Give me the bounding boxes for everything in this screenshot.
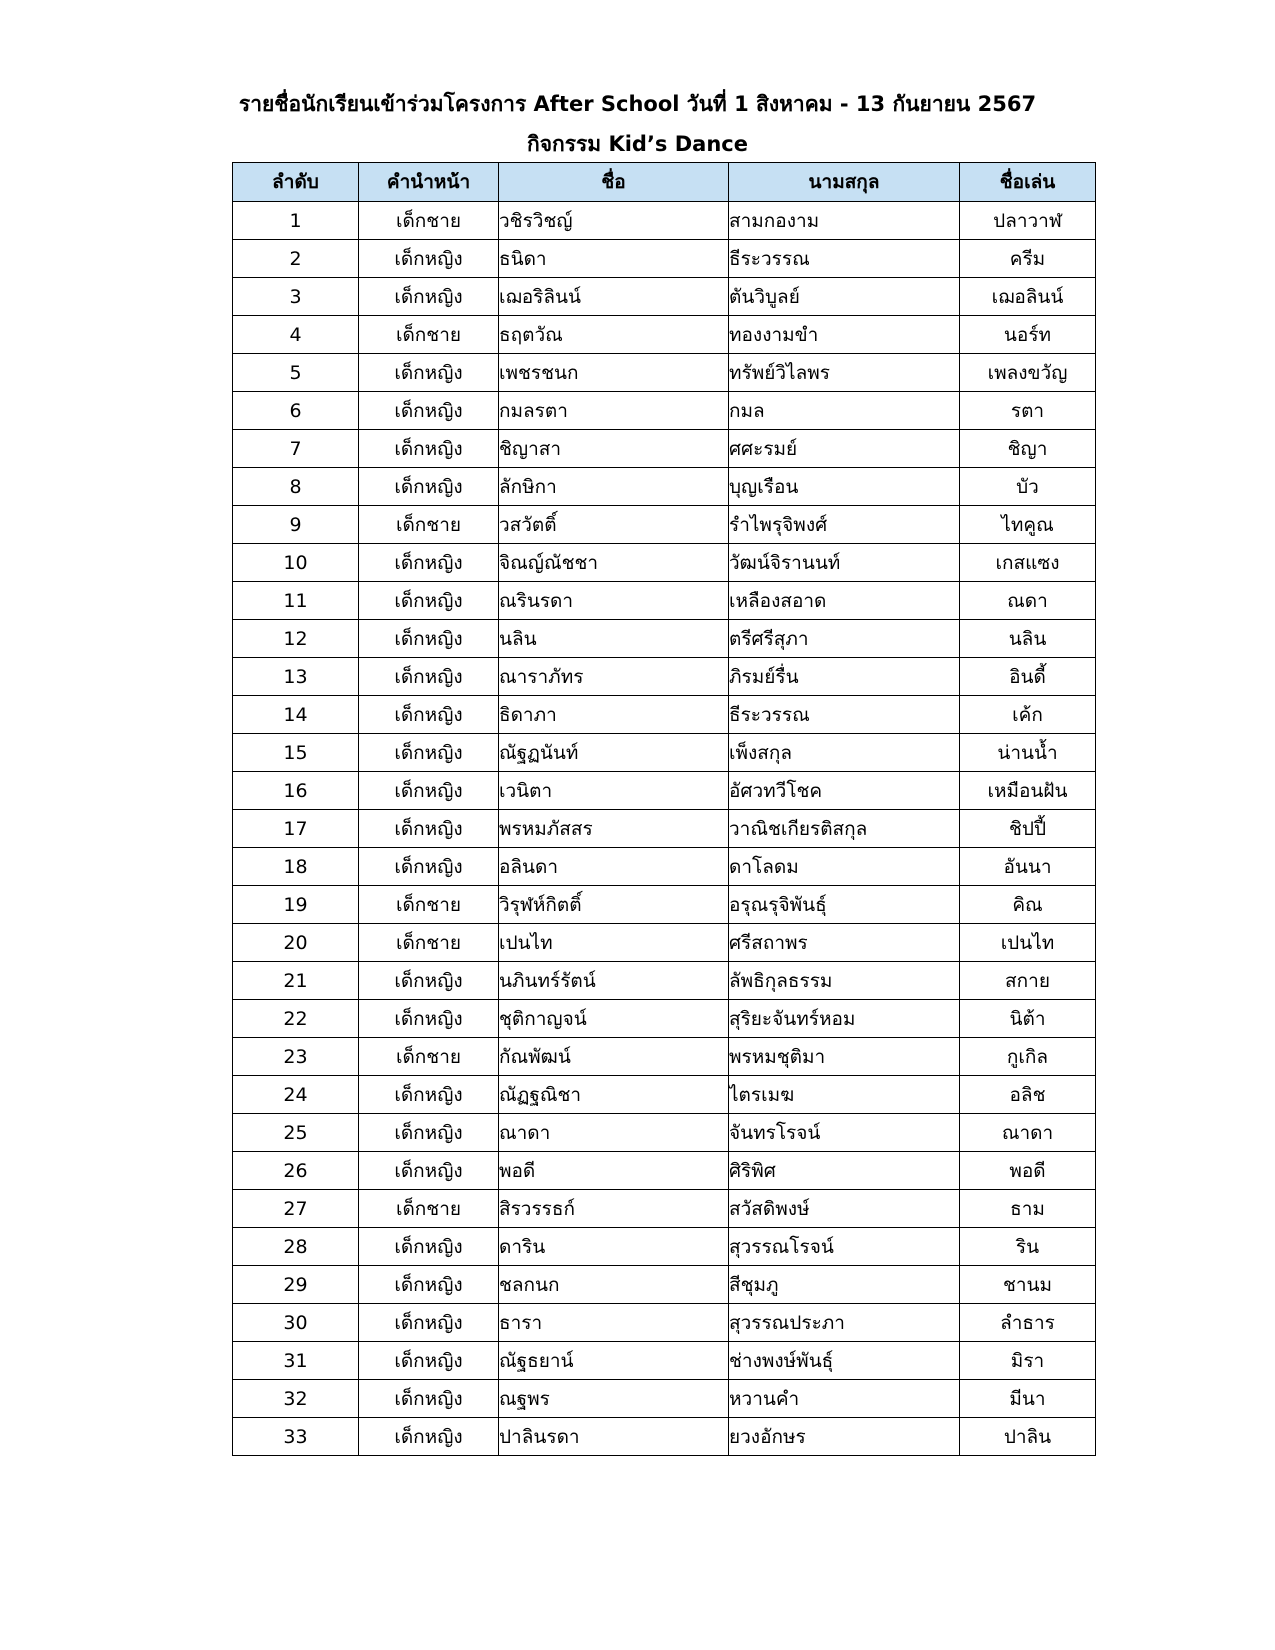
table-row: [233, 354, 1096, 392]
cell-first-name: กัณพัฒน์: [499, 1038, 729, 1076]
cell-first-name: นภินทร์รัตน์: [499, 962, 729, 1000]
cell-nickname: กูเกิล: [960, 1038, 1096, 1076]
table-row: [233, 658, 1096, 696]
header-first-name: ชื่อ: [499, 163, 729, 202]
cell-order: 28: [233, 1228, 359, 1266]
cell-prefix: เด็กชาย: [359, 1038, 499, 1076]
table-header: [233, 163, 1096, 202]
cell-nickname: อลิช: [960, 1076, 1096, 1114]
cell-nickname: สกาย: [960, 962, 1096, 1000]
cell-first-name: ณาราภัทร: [499, 658, 729, 696]
cell-nickname: นลิน: [960, 620, 1096, 658]
cell-last-name: ลัพธิกุลธรรม: [729, 962, 960, 1000]
cell-nickname: ปลาวาฬ: [960, 202, 1096, 240]
cell-last-name: บุญเรือน: [729, 468, 960, 506]
cell-last-name: สวัสดิพงษ์: [729, 1190, 960, 1228]
cell-order: 15: [233, 734, 359, 772]
cell-first-name: ณรินรดา: [499, 582, 729, 620]
cell-order: 5: [233, 354, 359, 392]
table-row: [233, 1000, 1096, 1038]
cell-nickname: ริน: [960, 1228, 1096, 1266]
cell-prefix: เด็กหญิง: [359, 1266, 499, 1304]
cell-last-name: ทรัพย์วิไลพร: [729, 354, 960, 392]
table-row: [233, 544, 1096, 582]
cell-prefix: เด็กหญิง: [359, 1114, 499, 1152]
cell-prefix: เด็กหญิง: [359, 772, 499, 810]
table-body: [233, 202, 1096, 1456]
cell-order: 20: [233, 924, 359, 962]
cell-order: 16: [233, 772, 359, 810]
cell-nickname: ธาม: [960, 1190, 1096, 1228]
cell-prefix: เด็กหญิง: [359, 962, 499, 1000]
cell-last-name: ช่างพงษ์พันธุ์: [729, 1342, 960, 1380]
cell-order: 33: [233, 1418, 359, 1456]
activity-subtitle: กิจกรรม Kid’s Dance: [527, 132, 748, 156]
cell-nickname: ชานม: [960, 1266, 1096, 1304]
cell-last-name: ภิรมย์รื่น: [729, 658, 960, 696]
cell-last-name: สีชุมภู: [729, 1266, 960, 1304]
cell-nickname: ครีม: [960, 240, 1096, 278]
cell-last-name: ดาโลดม: [729, 848, 960, 886]
cell-order: 19: [233, 886, 359, 924]
table-row: [233, 430, 1096, 468]
table-row: [233, 1380, 1096, 1418]
cell-first-name: กมลรตา: [499, 392, 729, 430]
cell-prefix: เด็กหญิง: [359, 240, 499, 278]
cell-prefix: เด็กหญิง: [359, 468, 499, 506]
cell-last-name: เพ็งสกุล: [729, 734, 960, 772]
cell-first-name: ณัฐธยาน์: [499, 1342, 729, 1380]
cell-last-name: จันทรโรจน์: [729, 1114, 960, 1152]
cell-first-name: ชลกนก: [499, 1266, 729, 1304]
cell-prefix: เด็กหญิง: [359, 1418, 499, 1456]
cell-order: 32: [233, 1380, 359, 1418]
cell-first-name: ธนิดา: [499, 240, 729, 278]
cell-prefix: เด็กหญิง: [359, 848, 499, 886]
cell-order: 1: [233, 202, 359, 240]
cell-nickname: ณดา: [960, 582, 1096, 620]
cell-last-name: สุริยะจันทร์หอม: [729, 1000, 960, 1038]
cell-prefix: เด็กหญิง: [359, 392, 499, 430]
cell-last-name: หวานคำ: [729, 1380, 960, 1418]
cell-prefix: เด็กหญิง: [359, 1000, 499, 1038]
cell-last-name: ศิริพิศ: [729, 1152, 960, 1190]
cell-nickname: นิต้า: [960, 1000, 1096, 1038]
header-last-name: นามสกุล: [729, 163, 960, 202]
cell-prefix: เด็กชาย: [359, 886, 499, 924]
cell-prefix: เด็กหญิง: [359, 810, 499, 848]
cell-prefix: เด็กหญิง: [359, 620, 499, 658]
cell-nickname: รตา: [960, 392, 1096, 430]
cell-order: 29: [233, 1266, 359, 1304]
cell-prefix: เด็กชาย: [359, 316, 499, 354]
cell-order: 7: [233, 430, 359, 468]
table-row: [233, 1304, 1096, 1342]
cell-order: 25: [233, 1114, 359, 1152]
cell-first-name: ชุติกาญจน์: [499, 1000, 729, 1038]
table-row: [233, 468, 1096, 506]
cell-nickname: มิรา: [960, 1342, 1096, 1380]
table-row: [233, 278, 1096, 316]
table-row: [233, 1228, 1096, 1266]
cell-last-name: วาณิชเกียรติสกุล: [729, 810, 960, 848]
cell-first-name: เพชรชนก: [499, 354, 729, 392]
cell-last-name: กมล: [729, 392, 960, 430]
table-row: [233, 1342, 1096, 1380]
header-order: ลำดับ: [233, 163, 359, 202]
header-row: [233, 163, 1096, 202]
cell-last-name: ธีระวรรณ: [729, 240, 960, 278]
table-row: [233, 1038, 1096, 1076]
cell-nickname: เฌอลินน์: [960, 278, 1096, 316]
cell-first-name: อลินดา: [499, 848, 729, 886]
cell-prefix: เด็กหญิง: [359, 544, 499, 582]
cell-prefix: เด็กหญิง: [359, 278, 499, 316]
cell-order: 9: [233, 506, 359, 544]
cell-nickname: ปาลิน: [960, 1418, 1096, 1456]
cell-prefix: เด็กหญิง: [359, 1228, 499, 1266]
cell-order: 18: [233, 848, 359, 886]
cell-prefix: เด็กชาย: [359, 202, 499, 240]
cell-first-name: ลักษิกา: [499, 468, 729, 506]
cell-order: 10: [233, 544, 359, 582]
cell-nickname: มีนา: [960, 1380, 1096, 1418]
cell-first-name: เฌอริลินน์: [499, 278, 729, 316]
cell-prefix: เด็กหญิง: [359, 696, 499, 734]
cell-order: 27: [233, 1190, 359, 1228]
table-row: [233, 886, 1096, 924]
cell-order: 4: [233, 316, 359, 354]
cell-first-name: วิรุฬห์กิตติ์: [499, 886, 729, 924]
cell-nickname: บัว: [960, 468, 1096, 506]
cell-order: 13: [233, 658, 359, 696]
table-row: [233, 696, 1096, 734]
table-row: [233, 506, 1096, 544]
cell-nickname: เหมือนฝัน: [960, 772, 1096, 810]
cell-order: 3: [233, 278, 359, 316]
cell-last-name: ตันวิบูลย์: [729, 278, 960, 316]
cell-order: 2: [233, 240, 359, 278]
table-row: [233, 962, 1096, 1000]
cell-prefix: เด็กหญิง: [359, 658, 499, 696]
table-row: [233, 810, 1096, 848]
cell-last-name: ตรีศรีสุภา: [729, 620, 960, 658]
cell-last-name: รำไพรุจิพงศ์: [729, 506, 960, 544]
cell-first-name: ดาริน: [499, 1228, 729, 1266]
cell-nickname: เกสแซง: [960, 544, 1096, 582]
cell-prefix: เด็กหญิง: [359, 1076, 499, 1114]
table-row: [233, 240, 1096, 278]
cell-last-name: สุวรรณโรจน์: [729, 1228, 960, 1266]
cell-prefix: เด็กหญิง: [359, 1380, 499, 1418]
table-row: [233, 1190, 1096, 1228]
cell-last-name: สามกองาม: [729, 202, 960, 240]
cell-nickname: ลำธาร: [960, 1304, 1096, 1342]
cell-nickname: น่านน้ำ: [960, 734, 1096, 772]
cell-order: 8: [233, 468, 359, 506]
cell-first-name: ณัฏฐณิชา: [499, 1076, 729, 1114]
cell-nickname: คิณ: [960, 886, 1096, 924]
header-nickname: ชื่อเล่น: [960, 163, 1096, 202]
cell-nickname: เพลงขวัญ: [960, 354, 1096, 392]
table-row: [233, 924, 1096, 962]
cell-first-name: พอดี: [499, 1152, 729, 1190]
cell-last-name: ไตรเมฆ: [729, 1076, 960, 1114]
cell-order: 14: [233, 696, 359, 734]
cell-prefix: เด็กชาย: [359, 924, 499, 962]
table-row: [233, 1114, 1096, 1152]
table-row: [233, 848, 1096, 886]
cell-last-name: ยวงอักษร: [729, 1418, 960, 1456]
table-row: [233, 582, 1096, 620]
cell-last-name: ธีระวรรณ: [729, 696, 960, 734]
cell-last-name: ศศะรมย์: [729, 430, 960, 468]
table-row: [233, 1076, 1096, 1114]
cell-first-name: ณฐพร: [499, 1380, 729, 1418]
table-row: [233, 620, 1096, 658]
cell-first-name: วชิรวิชญ์: [499, 202, 729, 240]
cell-order: 21: [233, 962, 359, 1000]
cell-last-name: สุวรรณประภา: [729, 1304, 960, 1342]
table-row: [233, 1266, 1096, 1304]
cell-order: 12: [233, 620, 359, 658]
table-row: [233, 734, 1096, 772]
cell-first-name: พรหมภัสสร: [499, 810, 729, 848]
cell-nickname: ไทคูณ: [960, 506, 1096, 544]
cell-nickname: เปนไท: [960, 924, 1096, 962]
cell-first-name: ชิญาสา: [499, 430, 729, 468]
cell-prefix: เด็กหญิง: [359, 1152, 499, 1190]
cell-prefix: เด็กหญิง: [359, 582, 499, 620]
cell-last-name: เหลืองสอาด: [729, 582, 960, 620]
table-row: [233, 772, 1096, 810]
cell-first-name: ธารา: [499, 1304, 729, 1342]
cell-prefix: เด็กหญิง: [359, 430, 499, 468]
cell-order: 22: [233, 1000, 359, 1038]
student-roster-table: [232, 162, 1096, 1456]
cell-prefix: เด็กชาย: [359, 506, 499, 544]
cell-last-name: ศรีสถาพร: [729, 924, 960, 962]
cell-order: 17: [233, 810, 359, 848]
cell-first-name: ณัฐฏนันท์: [499, 734, 729, 772]
cell-prefix: เด็กหญิง: [359, 1304, 499, 1342]
cell-first-name: ปาลินรดา: [499, 1418, 729, 1456]
table-row: [233, 1418, 1096, 1456]
cell-order: 26: [233, 1152, 359, 1190]
cell-last-name: อรุณรุจิพันธุ์: [729, 886, 960, 924]
cell-first-name: นลิน: [499, 620, 729, 658]
cell-first-name: เปนไท: [499, 924, 729, 962]
cell-order: 11: [233, 582, 359, 620]
cell-prefix: เด็กชาย: [359, 1190, 499, 1228]
cell-nickname: อันนา: [960, 848, 1096, 886]
cell-last-name: วัฒน์จิรานนท์: [729, 544, 960, 582]
cell-order: 6: [233, 392, 359, 430]
header-prefix: คำนำหน้า: [359, 163, 499, 202]
cell-nickname: เค้ก: [960, 696, 1096, 734]
cell-order: 30: [233, 1304, 359, 1342]
cell-order: 23: [233, 1038, 359, 1076]
table-row: [233, 392, 1096, 430]
table-row: [233, 1152, 1096, 1190]
table-row: [233, 202, 1096, 240]
cell-last-name: อัศวทวีโชค: [729, 772, 960, 810]
table-row: [233, 316, 1096, 354]
cell-first-name: จิณญ์ณัชชา: [499, 544, 729, 582]
cell-first-name: ณาดา: [499, 1114, 729, 1152]
cell-first-name: สิรวรรธก์: [499, 1190, 729, 1228]
cell-nickname: อินดี้: [960, 658, 1096, 696]
cell-order: 31: [233, 1342, 359, 1380]
cell-first-name: เวนิตา: [499, 772, 729, 810]
cell-prefix: เด็กหญิง: [359, 1342, 499, 1380]
cell-prefix: เด็กหญิง: [359, 354, 499, 392]
cell-nickname: ชิญา: [960, 430, 1096, 468]
cell-first-name: ธิดาภา: [499, 696, 729, 734]
cell-prefix: เด็กหญิง: [359, 734, 499, 772]
cell-nickname: พอดี: [960, 1152, 1096, 1190]
cell-last-name: พรหมชุติมา: [729, 1038, 960, 1076]
document-title: รายชื่อนักเรียนเข้าร่วมโครงการ After School วันที่ 1 สิงหาคม - 13 กันยายน 2567: [238, 92, 1037, 116]
cell-first-name: วสวัตติ์: [499, 506, 729, 544]
cell-nickname: นอร์ท: [960, 316, 1096, 354]
cell-nickname: ชิปปี้: [960, 810, 1096, 848]
cell-first-name: ธฤตวัณ: [499, 316, 729, 354]
cell-order: 24: [233, 1076, 359, 1114]
cell-nickname: ณาดา: [960, 1114, 1096, 1152]
cell-last-name: ทองงามขำ: [729, 316, 960, 354]
